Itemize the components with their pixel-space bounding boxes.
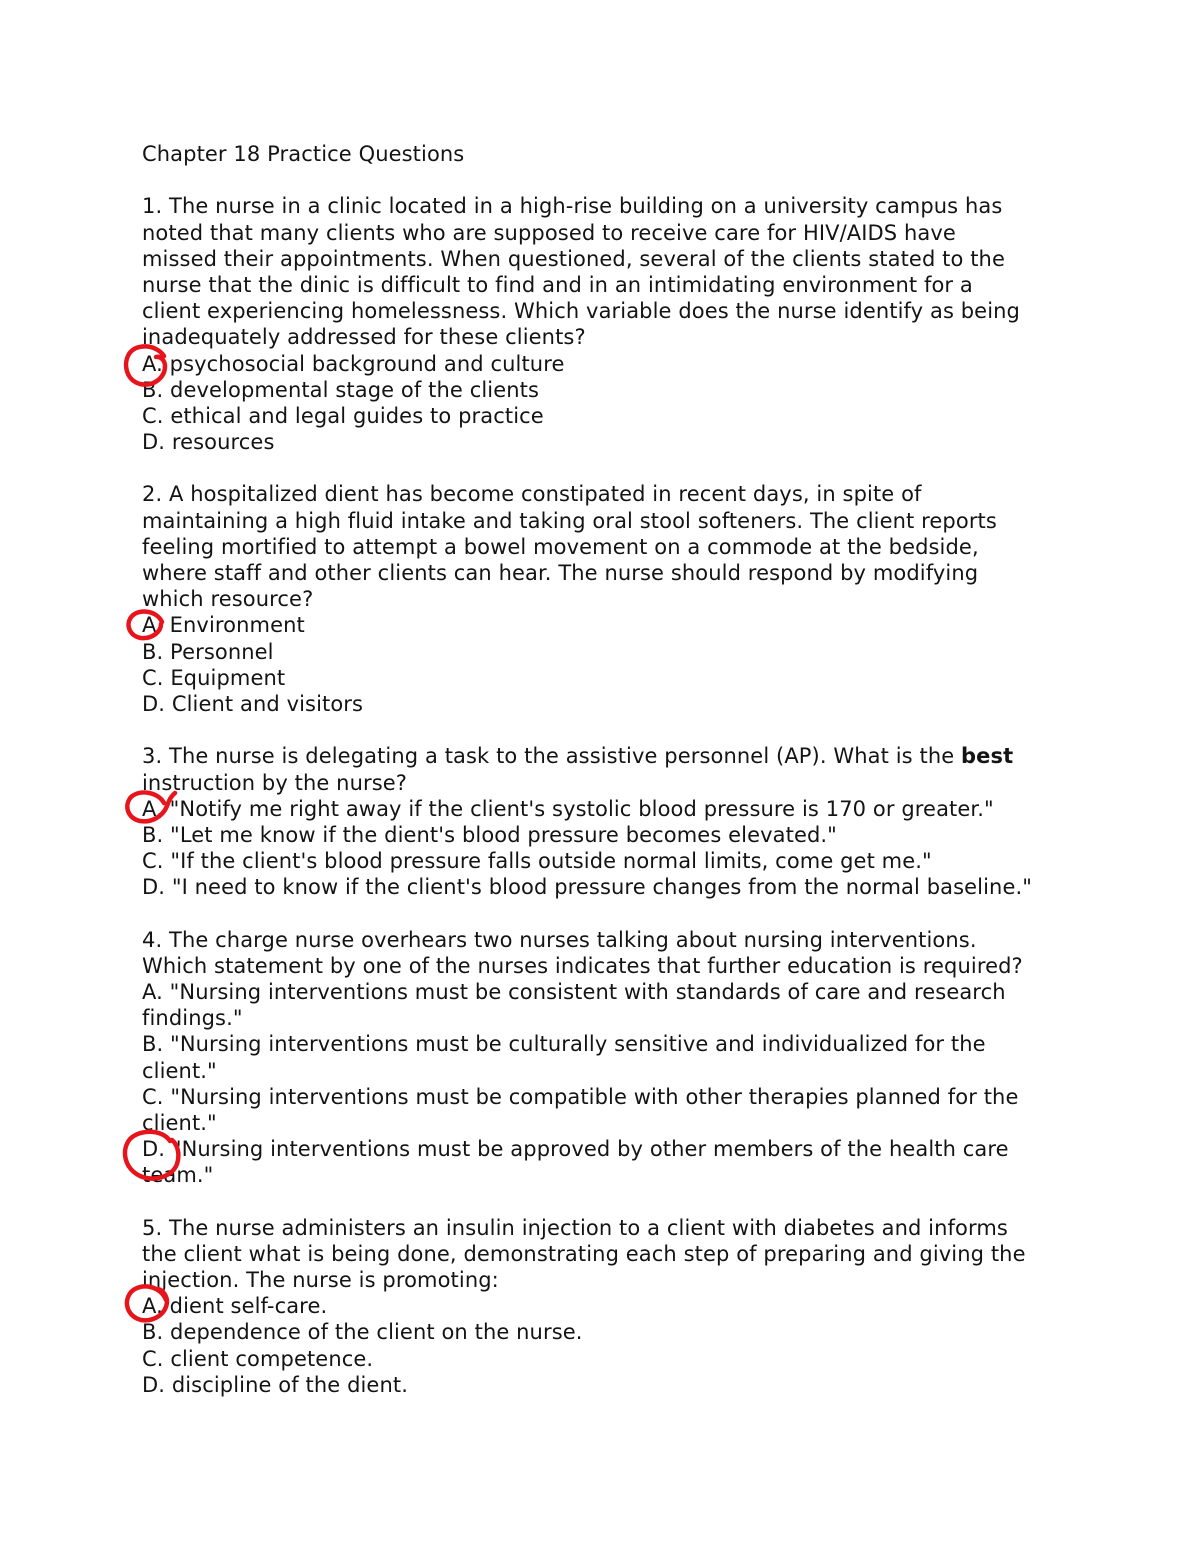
answer-option-a: A. dient self-care. xyxy=(142,1294,328,1319)
spacer xyxy=(142,455,1142,481)
question-stem-line: client experiencing homelessness. Which variable does the nurse identify as being xyxy=(142,299,1020,324)
answer-option-b: B. developmental stage of the clients xyxy=(142,377,540,402)
answer-option-d: D. discipline of the dient. xyxy=(142,1372,408,1397)
question-stem-line: maintaining a high fluid intake and taking oral stool softeners. The client reports xyxy=(142,508,997,533)
answer-option-d: D. resources xyxy=(142,430,275,455)
answer-option-c: C. client competence. xyxy=(142,1346,374,1371)
emphasis-bold-text: best xyxy=(961,744,1014,769)
answer-option-a: A. Environment xyxy=(142,613,305,638)
question-stem-line: noted that many clients who are supposed to receive care for HIV/AIDS have xyxy=(142,220,956,245)
question-stem-line: 1. The nurse in a clinic located in a high-rise building on a university campus has xyxy=(142,194,1003,219)
answer-option-b: B. "Let me know if the dient's blood pressure becomes elevated." xyxy=(142,822,837,847)
spacer xyxy=(142,717,1142,743)
answer-option-b-continued: client." xyxy=(142,1058,217,1083)
answer-option-c: C. ethical and legal guides to practice xyxy=(142,403,544,428)
answer-option-d: D. "I need to know if the client's blood pressure changes from the normal baseline." xyxy=(142,875,1033,900)
answer-option-c: C. "If the client's blood pressure falls outside normal limits, come get me." xyxy=(142,849,932,874)
question-4 xyxy=(142,927,1142,1189)
question-stem-text: 3. The nurse is delegating a task to the assistive personnel (AP). What is the xyxy=(142,744,962,769)
question-stem-line: 4. The charge nurse overhears two nurses talking about nursing interventions. xyxy=(142,927,977,952)
question-stem-line: missed their appointments. When questioned, several of the clients stated to the xyxy=(142,246,1005,271)
answer-option-a-continued: findings." xyxy=(142,1006,243,1031)
answer-option-b: B. Personnel xyxy=(142,639,274,664)
question-stem-line: instruction by the nurse? xyxy=(142,770,408,795)
spacer xyxy=(142,900,1142,926)
answer-option-c-continued: client." xyxy=(142,1110,217,1135)
question-stem-line: Which statement by one of the nurses indicates that further education is required? xyxy=(142,953,1023,978)
question-2 xyxy=(142,481,1142,717)
answer-option-c: C. "Nursing interventions must be compatible with other therapies planned for the xyxy=(142,1084,1019,1109)
question-stem-line: feeling mortified to attempt a bowel movement on a commode at the bedside, xyxy=(142,534,979,559)
answer-option-b: B. dependence of the client on the nurse. xyxy=(142,1320,583,1345)
answer-option-d: D. Client and visitors xyxy=(142,691,364,716)
question-stem-line: which resource? xyxy=(142,587,314,612)
question-stem-line: inadequately addressed for these clients? xyxy=(142,325,586,350)
spacer xyxy=(142,1189,1142,1215)
question-stem-line: the client what is being done, demonstrating each step of preparing and giving the xyxy=(142,1241,1026,1266)
question-1 xyxy=(142,193,1142,455)
answer-option-a: A. psychosocial background and culture xyxy=(142,351,565,376)
document-body xyxy=(142,141,1142,1398)
question-5 xyxy=(142,1215,1142,1398)
question-stem-line: 5. The nurse administers an insulin injection to a client with diabetes and informs xyxy=(142,1215,1008,1240)
question-3 xyxy=(142,743,1142,900)
answer-option-b: B. "Nursing interventions must be culturally sensitive and individualized for the xyxy=(142,1032,986,1057)
answer-option-d: D. "Nursing interventions must be approved by other members of the health care xyxy=(142,1137,1009,1162)
answer-option-a: A. "Nursing interventions must be consistent with standards of care and research xyxy=(142,980,1006,1004)
question-stem-line: 2. A hospitalized dient has become constipated in recent days, in spite of xyxy=(142,482,922,507)
answer-option-c: C. Equipment xyxy=(142,665,286,690)
spacer xyxy=(142,167,1142,193)
question-stem-line: where staff and other clients can hear. The nurse should respond by modifying xyxy=(142,561,979,585)
question-stem-line: injection. The nurse is promoting: xyxy=(142,1268,499,1293)
answer-option-d-continued: team." xyxy=(142,1163,214,1188)
page-title: Chapter 18 Practice Questions xyxy=(142,142,465,166)
question-stem-line: nurse that the dinic is difficult to find and in an intimidating environment for a xyxy=(142,272,973,297)
answer-option-a: A. "Notify me right away if the client's systolic blood pressure is 170 or greater." xyxy=(142,796,994,821)
question-stem-line xyxy=(142,743,1142,769)
